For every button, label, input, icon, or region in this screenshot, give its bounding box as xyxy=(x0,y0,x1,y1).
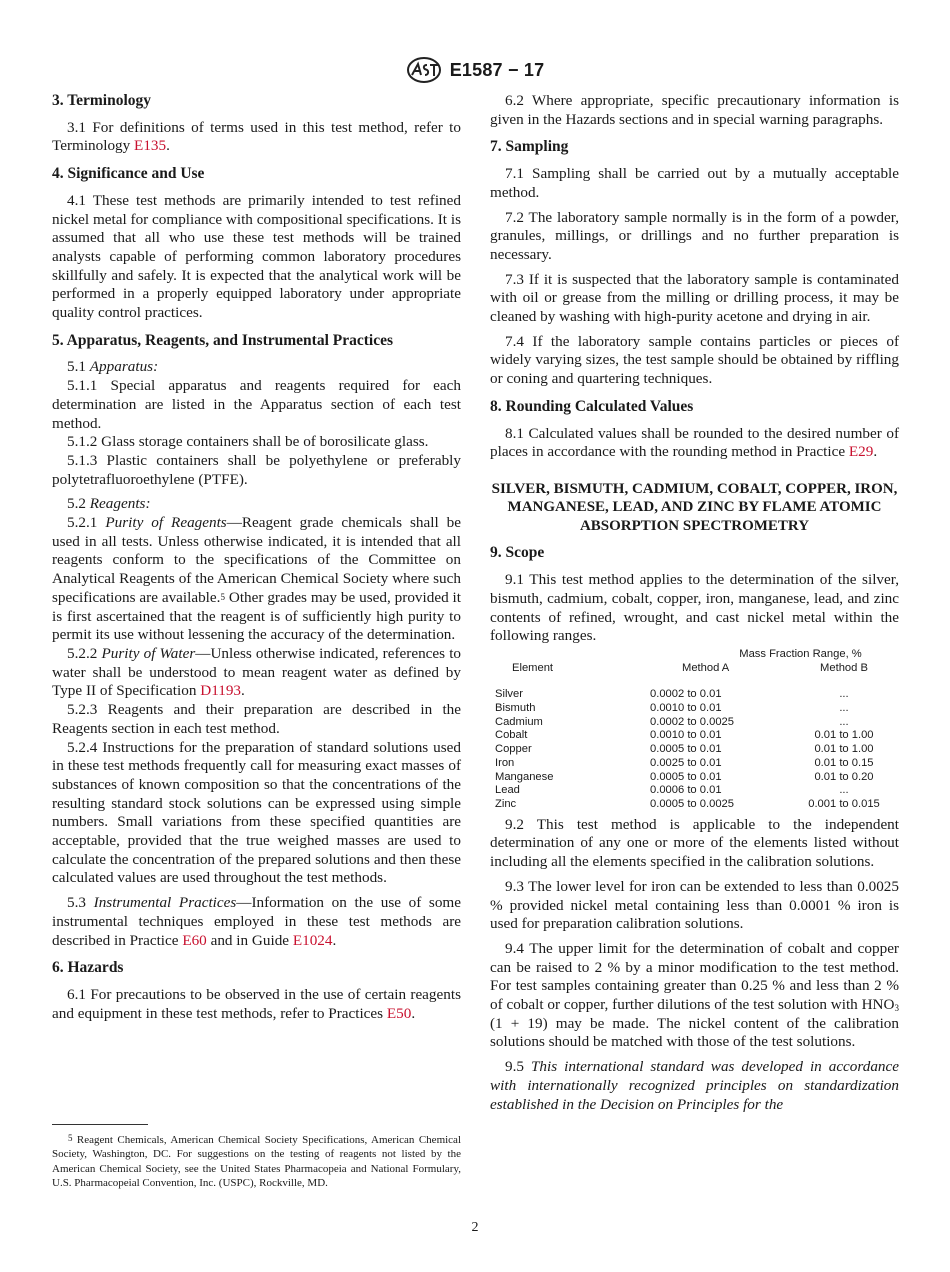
paragraph-5-2-3: 5.2.3 Reagents and their preparation are described in the Reagents section in each test method. xyxy=(52,701,461,737)
paragraph-9-4: 9.4 The upper limit for the determination of cobalt and copper can be raised to 2 % by a minor modification to the test method. For test samples containing greater than 0.25 % and less than 2 % of cobalt or copper, further dilutions of the test solution with $HNO_3$ (1 + 19) may be made. The nickel content of the calibration solutions should be matched with those of the test solutions. xyxy=(490,939,899,1051)
paragraph-9-2: 9.2 This test method is applicable to the independent determination of any one or more of the elements listed without including all the elements specified in the calibration solutions. xyxy=(490,815,899,871)
paragraph-4-1: 4.1 These test methods are primarily intended to test refined nickel metal for compliance with compositional specifications. It is assumed that all who use these test methods will be trained analysts capable of performing common laboratory procedures skillfully and safely. It is expected that the analytical work will be performed in a properly equipped laboratory under appropriate quality control practices. xyxy=(52,191,461,322)
table-row: Zinc 0.0005 to 0.0025 0.001 to 0.015 xyxy=(495,798,880,810)
paragraph-7-4: 7.4 If the laboratory sample contains particles or pieces of widely varying sizes, the test sample should be obtained by riffling or coning and quartering techniques. xyxy=(490,332,899,388)
e50-link[interactable]: E50 xyxy=(386,1004,412,1022)
e135-link[interactable]: E135 xyxy=(134,137,167,155)
left-column xyxy=(52,92,461,1029)
paragraph-9-1: 9.1 This test method applies to the determination of the silver, bismuth, cadmium, cobalt, copper, iron, manganese, lead, and zinc contents of refined, wrought, and cast nickel metal within the following ranges. xyxy=(490,571,899,645)
astm-logo-icon xyxy=(406,56,442,84)
section-7-heading: 7. Sampling xyxy=(490,138,569,156)
footnote-divider xyxy=(52,1124,148,1125)
table-row: Lead 0.0006 to 0.01 ... xyxy=(495,784,849,797)
column-header-method-b: Method B xyxy=(820,661,868,674)
table-row: Bismuth 0.0010 to 0.01 ... xyxy=(495,702,849,715)
paragraph-5-1-2: 5.1.2 Glass storage containers shall be of borosilicate glass. xyxy=(67,433,429,451)
table-row: Manganese 0.0005 to 0.01 0.01 to 0.20 xyxy=(495,770,874,783)
paragraph-7-2: 7.2 The laboratory sample normally is in the form of a powder, granules, millings, or drillings and no further preparation is necessary. xyxy=(490,208,899,263)
paragraph-5-2-1: 5.2.1 Purity of Reagents—Reagent grade chemicals shall be used in all tests. Unless otherwise indicated, it is intended that all reagents conform to the specifications of the Committee on Analytical Reagents of the American Chemical Society where such specifications are available.$^5$ Other grades may be used, provided it is first ascertained that the reagent is of sufficiently high purity to permit its use without lessening the accuracy of the determination. xyxy=(52,514,461,644)
paragraph-5-1-1: 5.1.1 Special apparatus and reagents required for each determination are listed in the Apparatus section of each test method. xyxy=(52,377,461,432)
paragraph-5-2-2: 5.2.2 Purity of Water—Unless otherwise indicated, references to water shall be understood to mean reagent water as defined by Type II of Specification D1193. xyxy=(52,644,462,700)
paragraph-3-1: 3.1 For definitions of terms used in this test method, refer to Terminology E135. xyxy=(52,118,461,155)
e29-link[interactable]: E29 xyxy=(848,443,874,461)
paragraph-5-1-3: 5.1.3 Plastic containers shall be polyethylene or preferably polytetrafluoroethylene (PTFE). xyxy=(52,451,461,488)
table-row: Silver 0.0002 to 0.01 ... xyxy=(495,688,849,701)
section-8-heading: 8. Rounding Calculated Values xyxy=(490,397,694,415)
e60-link[interactable]: E60 xyxy=(182,931,207,949)
paragraph-5-1: 5.1 Apparatus: xyxy=(67,358,159,376)
footnote-ref-5: 5 xyxy=(220,591,225,602)
paragraph-5-2: 5.2 Reagents: xyxy=(67,495,151,513)
standard-designation: E1587 − 17 xyxy=(449,59,545,80)
paragraph-7-1: 7.1 Sampling shall be carried out by a mutually acceptable method. xyxy=(490,165,899,201)
section-5-heading: 5. Apparatus, Reagents, and Instrumental Practices xyxy=(52,331,393,349)
column-header-method-a: Method A xyxy=(682,661,730,674)
table-row: Cobalt 0.0010 to 0.01 0.01 to 1.00 xyxy=(495,729,874,742)
page-header xyxy=(0,56,950,89)
table-row: Iron 0.0025 to 0.01 0.01 to 0.15 xyxy=(495,756,874,769)
section-6-heading: 6. Hazards xyxy=(52,959,124,977)
column-header-element: Element xyxy=(512,661,554,674)
paragraph-5-3: 5.3 Instrumental Practices—Information on the use of some instrumental techniques employed in these test methods are described in Practice E60 and in Guide E1024. xyxy=(52,894,461,949)
paragraph-6-2: 6.2 Where appropriate, specific precautionary information is given in the Hazards sections and in special warning paragraphs. xyxy=(490,92,899,128)
e1024-link[interactable]: E1024 xyxy=(292,931,333,949)
right-column xyxy=(490,92,899,1120)
table-super-header: Mass Fraction Range, % xyxy=(739,647,862,660)
section-9-heading: 9. Scope xyxy=(490,544,545,562)
section-3-heading: 3. Terminology xyxy=(52,92,152,109)
paragraph-8-1: 8.1 Calculated values shall be rounded to the desired number of places in accordance with the rounding method in Practice E29. xyxy=(490,424,899,461)
section-4-heading: 4. Significance and Use xyxy=(52,165,205,183)
paragraph-6-1: 6.1 For precautions to be observed in the use of certain reagents and equipment in these test methods, refer to Practices E50. xyxy=(52,985,461,1022)
table-row: Copper 0.0005 to 0.01 0.01 to 1.00 xyxy=(495,743,874,756)
paragraph-9-3: 9.3 The lower level for iron can be extended to less than 0.0025 % provided nickel metal containing less than 0.0001 % iron is used for preparation calibration solutions. xyxy=(490,877,899,933)
footnote-5: $^5$ Reagent Chemicals, American Chemical Society Specifications, American Chemical Society, Washington, DC. For suggestions on the testing of reagents not listed by the American Chemical Society, see the United States Pharmacopeia and National Formulary, U.S. Pharmacopeial Convention, Inc. (USPC), Rockville, MD. xyxy=(52,1133,461,1189)
mass-fraction-range-table xyxy=(490,648,899,812)
d1193-link[interactable]: D1193 xyxy=(200,682,242,700)
page-number: 2 xyxy=(471,1220,479,1235)
paragraph-7-3: 7.3 If it is suspected that the laboratory sample is contaminated with oil or grease from the milling or drilling process, it may be cleaned by washing with high-purity acetone and drying in air. xyxy=(490,270,899,326)
paragraph-9-5: 9.5 This international standard was developed in accordance with internationally recognized principles on standardization established in the Decision on Principles for the xyxy=(490,1058,900,1113)
test-method-title: SILVER, BISMUTH, CADMIUM, COBALT, COPPER, IRON, MANGANESE, LEAD, AND ZINC BY FLAME ATOMIC ABSORPTION SPECTROMETRY xyxy=(491,480,898,534)
table-row: Cadmium 0.0002 to 0.0025 ... xyxy=(495,715,849,728)
paragraph-5-2-4: 5.2.4 Instructions for the preparation of standard solutions used in these test methods frequently call for measuring exact masses of substances of known composition so that the concentrations of the resulting standard stock solutions can be expressed using simple numbers. Small variations from these specified quantities are acceptable, provided that the true weighed masses are used to calculate the concentration of the prepared solutions and then these calculated values are used throughout the test methods. xyxy=(52,738,461,887)
